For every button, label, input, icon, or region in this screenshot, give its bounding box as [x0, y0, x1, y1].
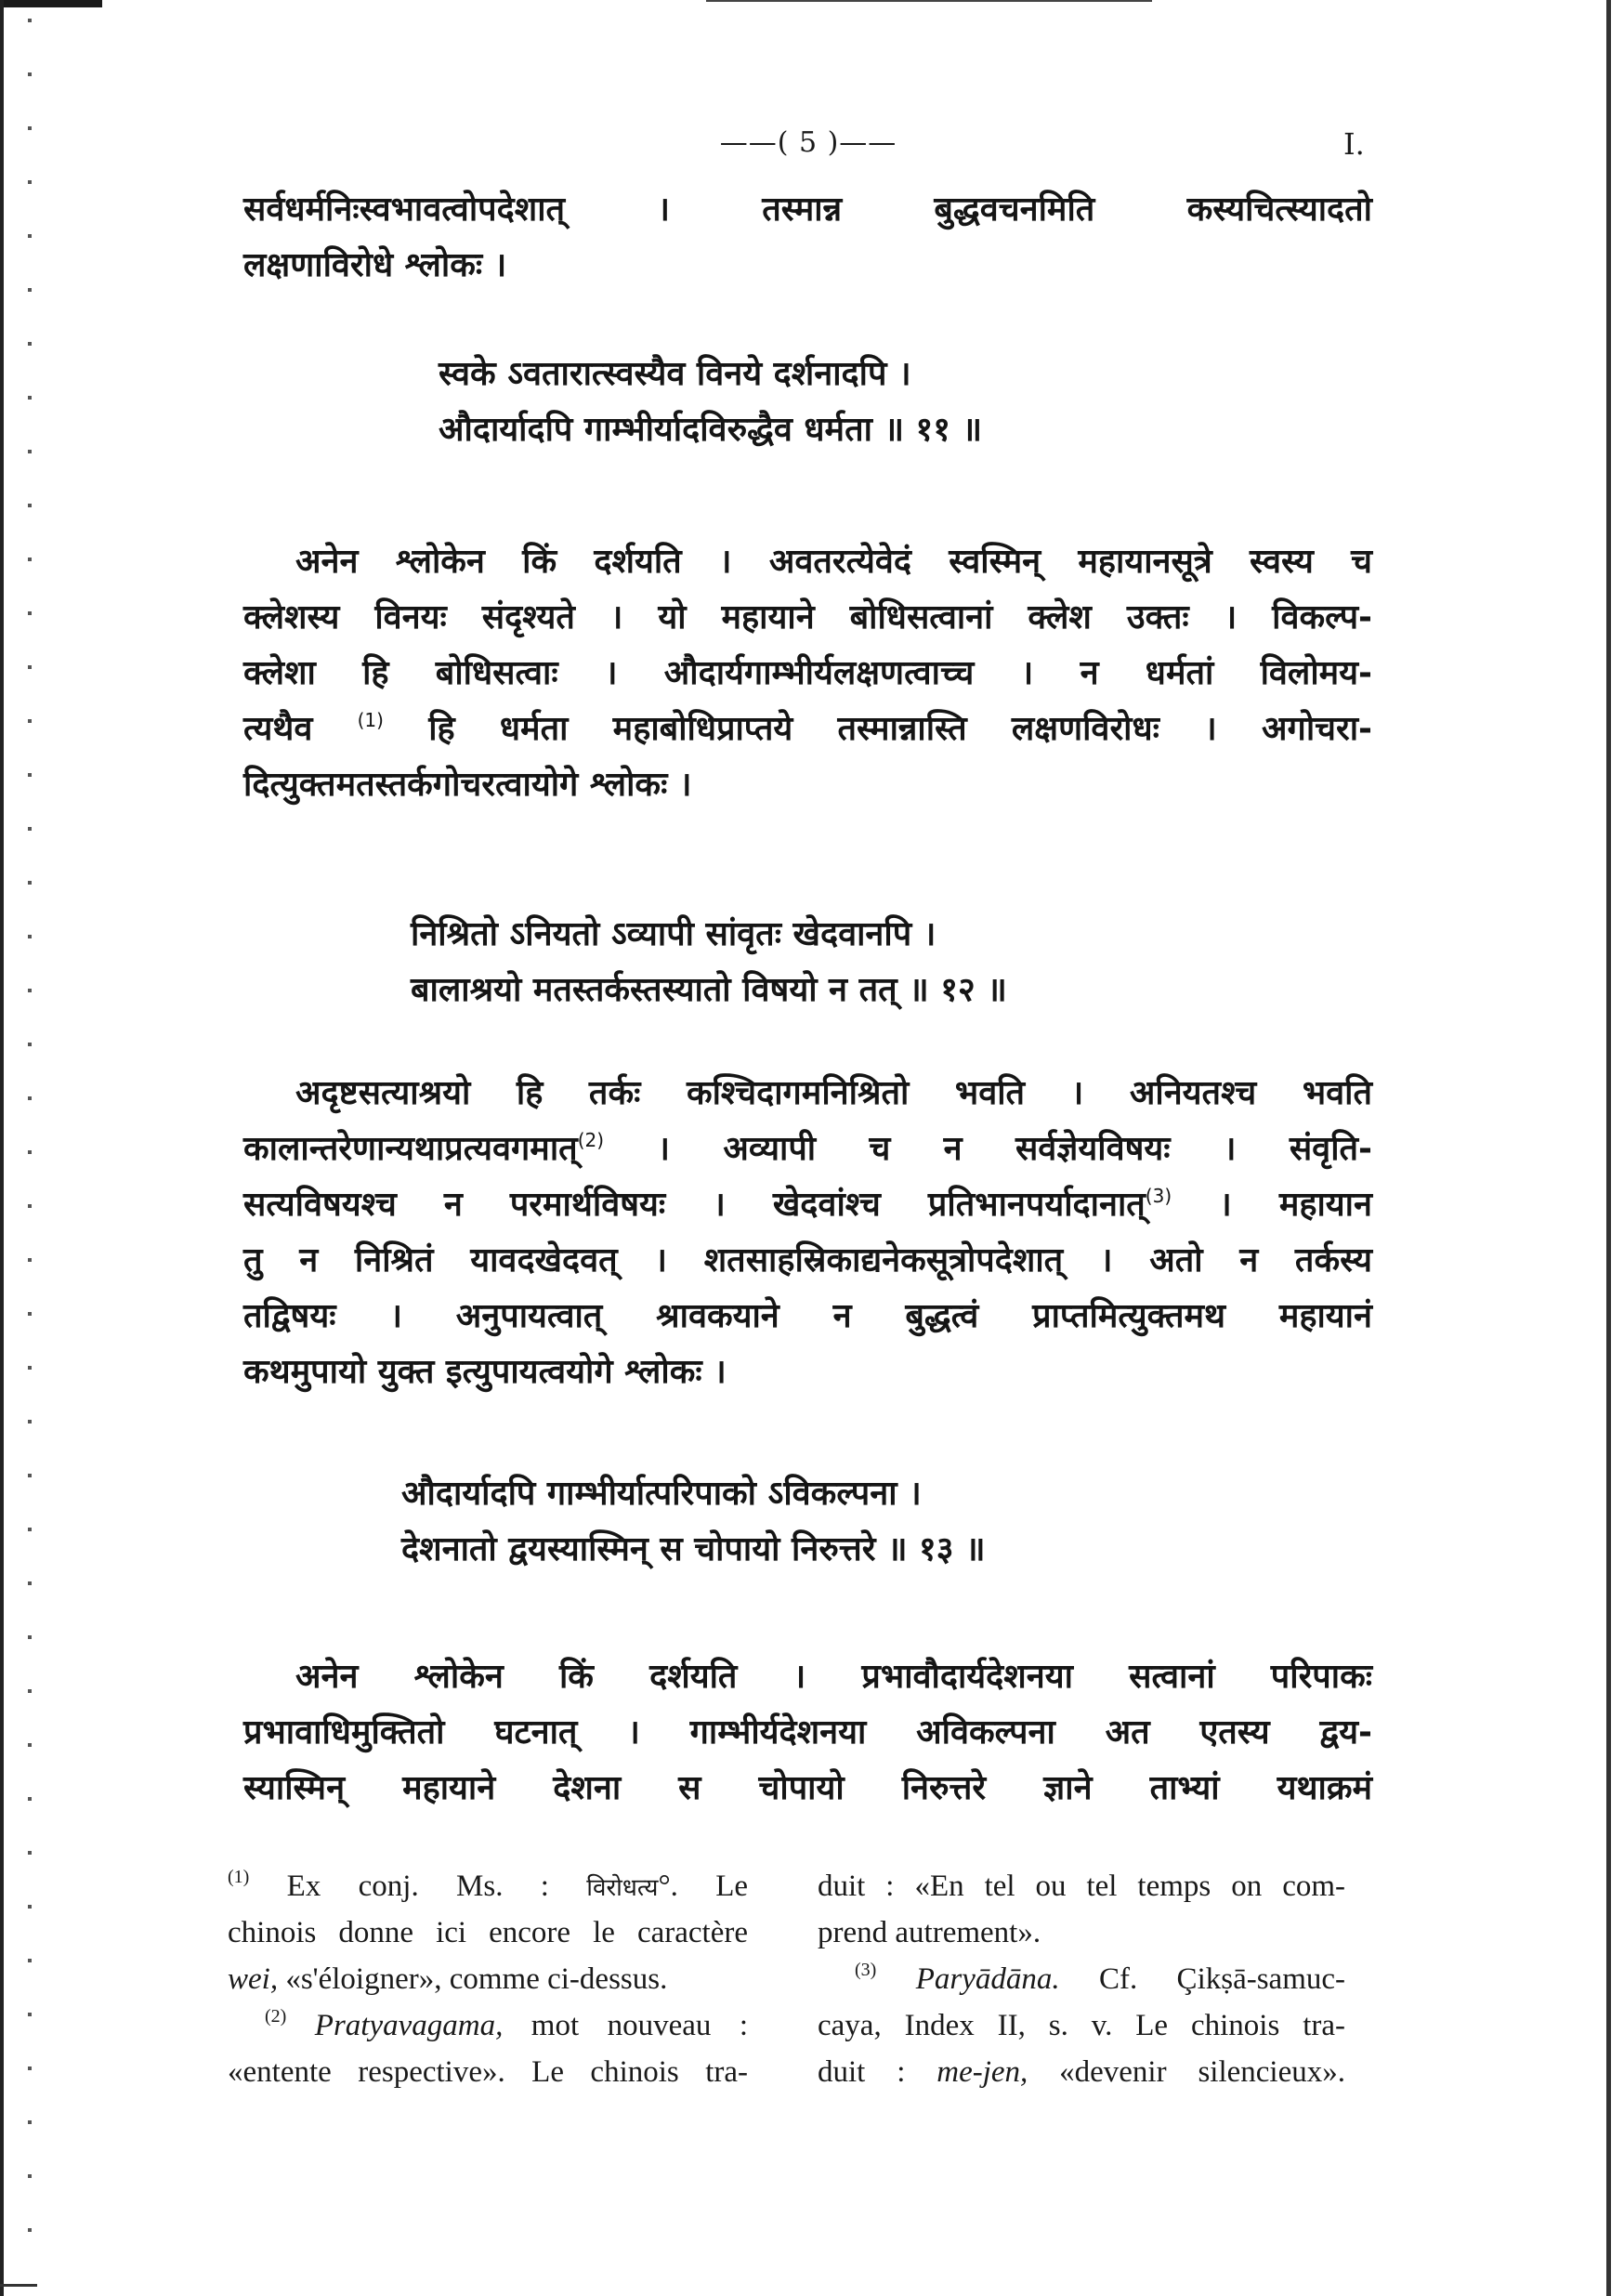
footnote-marker: (1)	[228, 1867, 250, 1887]
text-line: प्रभावाधिमुक्तितो घटनात् । गाम्भीर्यदेशनया अविकल्पना अत एतस्य द्वय-	[243, 1713, 1372, 1752]
paragraph-3	[243, 1066, 1372, 1400]
verse-13	[243, 1466, 1372, 1578]
footnotes-right-column	[818, 1863, 1345, 2095]
text-line: सर्वधर्मनिःस्वभावत्वोपदेशात् । तस्मान्न बुद्धवचनमिति कस्यचित्स्यादतो	[243, 190, 1372, 229]
footnote-text: duit :	[818, 2055, 906, 2089]
footnote-text: «devenir silencieux».	[1059, 2055, 1345, 2089]
verse-12	[243, 907, 1372, 1018]
text-line: तद्विषयः । अनुपायत्वात् श्रावकयाने न बुद्धत्वं प्राप्तमित्युक्तमथ महायानं	[243, 1297, 1372, 1335]
text-segment: कालान्तरेणान्यथाप्रत्यवगमात्	[243, 1130, 578, 1168]
footnote-ref-2: (2)	[577, 1129, 605, 1151]
text-segment: हि धर्मता महाबोधिप्राप्तये तस्मान्नास्ति लक्षणविरोधः । अगोचरा-	[428, 710, 1372, 748]
verse-11	[243, 347, 1372, 458]
footnote-marker: (2)	[265, 2006, 287, 2027]
text-segment: सत्यविषयश्च न परमार्थविषयः । खेदवांश्च प्रतिभानपर्यादानात्	[243, 1186, 1146, 1224]
scan-edge-mark	[0, 0, 102, 7]
text-line: अनेन श्लोकेन किं दर्शयति । प्रभावौदार्यदेशनया सत्वानां परिपाकः	[295, 1658, 1372, 1696]
text-line	[243, 1177, 1372, 1233]
footnote-italic: Paryādāna.	[915, 1962, 1060, 1996]
footnote-marker: (3)	[855, 1960, 877, 1980]
text-line: लक्षणाविरोधे श्लोकः ।	[243, 246, 507, 284]
footnote-italic: me-jen,	[936, 2055, 1028, 2089]
footnote-ref-3: (3)	[1145, 1185, 1172, 1207]
verse-line: देशनातो द्वयस्यास्मिन् स चोपायो निरुत्तरे ॥ १३ ॥	[401, 1530, 986, 1568]
footnote-text: mot nouveau :	[530, 2009, 748, 2042]
paragraph-4	[243, 1649, 1372, 1817]
footnote-text: Cf. Çikṣā-samuc-	[1098, 1962, 1346, 1996]
paragraph-2	[243, 534, 1372, 813]
footnote-text: Ex conj. Ms. :	[286, 1870, 549, 1903]
footnote-text: «s'éloigner», comme ci-dessus.	[285, 1962, 668, 1996]
footnote-italic: Pratyavagama,	[314, 2009, 504, 2042]
verse-line: बालाश्रयो मतस्तर्कस्तस्यातो विषयो न तत् ॥ १२ ॥	[411, 971, 1007, 1009]
text-segment: त्यथैव	[243, 710, 313, 748]
text-segment: । महायान	[1219, 1186, 1372, 1224]
verse-line: औदार्यादपि गाम्भीर्यात्परिपाको ऽविकल्पना ।	[401, 1475, 922, 1513]
footnote-1-line: chinois donne ici encore le caractère	[228, 1916, 748, 1949]
footnote-3-line	[818, 1956, 1345, 2002]
page-left-edge	[0, 0, 4, 2296]
footnote-2-continued: duit : «En tel ou tel temps on com-	[818, 1870, 1345, 1903]
verse-line: स्वके ऽवतारात्स्वस्यैव विनये दर्शनादपि ।	[439, 355, 911, 393]
text-line	[243, 702, 1372, 757]
page-right-edge	[1606, 0, 1611, 2296]
scan-edge-mark	[706, 0, 1152, 2]
text-line: अनेन श्लोकेन किं दर्शयति । अवतरत्येवेदं स्वस्मिन् महायानसूत्रे स्वस्य च	[295, 543, 1372, 581]
verse-line: निश्रितो ऽनियतो ऽव्यापी सांवृतः खेदवानपि ।	[411, 915, 936, 953]
section-number: I.	[1343, 126, 1365, 162]
text-line: दित्युक्तमतस्तर्कगोचरत्वायोगे श्लोकः ।	[243, 766, 692, 804]
verse-line: औदार्यादपि गाम्भीर्यादविरुद्धैव धर्मता ॥ ११ ॥	[439, 411, 983, 449]
text-line: तु न निश्रितं यावदखेदवत् । शतसाहस्रिकाद्यनेकसूत्रोपदेशात् । अतो न तर्कस्य	[243, 1241, 1372, 1279]
scan-edge-mark	[0, 2284, 37, 2287]
footnote-italic: wei,	[228, 1962, 279, 1996]
footnote-2-continued: prend autrement».	[818, 1916, 1041, 1949]
text-segment: । अव्यापी च न सर्वज्ञेयविषयः । संवृति-	[657, 1130, 1372, 1168]
paragraph-1	[243, 182, 1372, 294]
text-line: क्लेशा हि बोधिसत्वाः । औदार्यगाम्भीर्यलक्षणत्वाच्च । न धर्मतां विलोमय-	[243, 654, 1372, 692]
text-line: क्लेशस्य विनयः संदृश्यते । यो महायाने बोधिसत्वानां क्लेश उक्तः । विकल्प-	[243, 598, 1372, 636]
footnotes-left-column	[228, 1863, 748, 2095]
footnote-2-line: «entente respective». Le chinois tra-	[228, 2055, 748, 2089]
text-line: स्यास्मिन् महायाने देशना स चोपायो निरुत्तरे ज्ञाने ताभ्यां यथाक्रमं	[243, 1769, 1372, 1807]
footnote-3-line	[818, 2049, 1345, 2095]
text-line	[243, 1122, 1372, 1177]
text-line: अदृष्टसत्याश्रयो हि तर्कः कश्चिदागमनिश्रितो भवति । अनियतश्च भवति	[295, 1074, 1372, 1112]
binding-dots	[28, 19, 32, 2276]
footnote-2-line	[228, 2002, 748, 2049]
footnote-1-line	[228, 1863, 748, 1909]
footnote-ref-1: (1)	[357, 709, 384, 731]
footnote-text: °. Le	[658, 1870, 749, 1903]
page-header	[0, 123, 1624, 169]
footnote-1-line	[228, 1956, 748, 2002]
text-line: कथमुपायो युक्त इत्युपायत्वयोगे श्लोकः ।	[243, 1353, 727, 1391]
page-number: ——( 5 )——	[719, 126, 897, 159]
footnote-devanagari: विरोधत्य	[586, 1874, 659, 1902]
footnote-3-line: caya, Index II, s. v. Le chinois tra-	[818, 2009, 1345, 2042]
